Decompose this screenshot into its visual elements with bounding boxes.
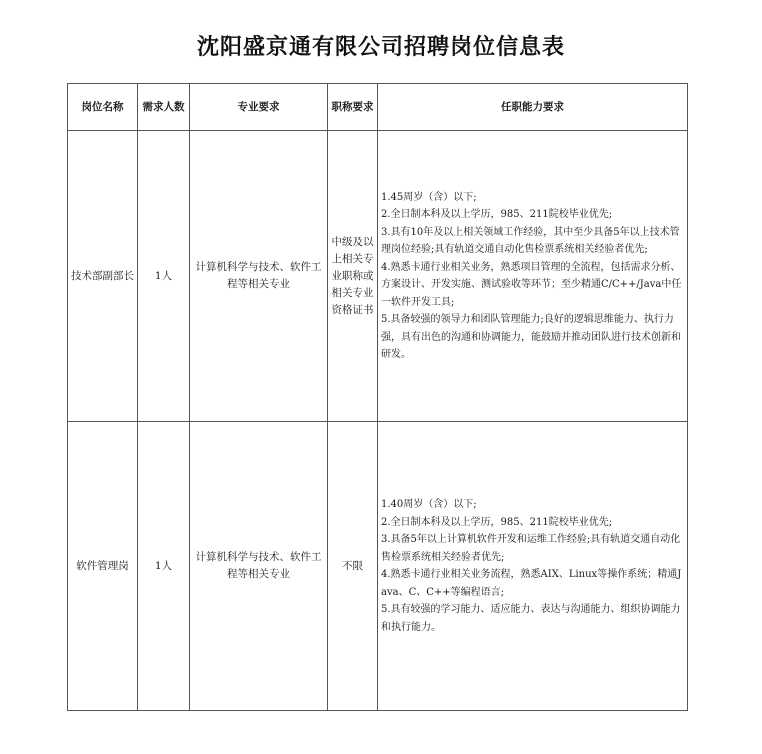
ability-item: 3.具备5年以上计算机软件开发和运维工作经验;具有轨道交通自动化售检票系统相关经验者优先; — [381, 534, 681, 563]
cell-major: 计算机科学与技术、软件工程等相关专业 — [190, 131, 328, 422]
ability-item: 1.45周岁（含）以下; — [381, 191, 477, 203]
header-count: 需求人数 — [138, 84, 190, 131]
table-header-row — [68, 84, 688, 131]
cell-title-requirement: 不限 — [328, 422, 378, 711]
header-title-requirement: 职称要求 — [328, 84, 378, 131]
ability-item: 4.熟悉卡通行业相关业务，熟悉项目管理的全流程，包括需求分析、方案设计、开发实施、测试验收等环节；至少精通C/C++/Java中任一软件开发工具; — [381, 261, 682, 308]
page-title: 沈阳盛京通有限公司招聘岗位信息表 — [196, 35, 565, 60]
ability-item: 5.具有较强的学习能力、适应能力、表达与沟通能力、组织协调能力和执行能力。 — [381, 604, 681, 633]
ability-item: 2.全日制本科及以上学历，985、211院校毕业优先; — [381, 209, 613, 220]
ability-item: 1.40周岁（含）以下; — [381, 499, 477, 510]
cell-ability — [378, 131, 688, 422]
cell-position: 软件管理岗 — [68, 422, 138, 711]
table-row — [68, 131, 688, 422]
cell-count: 1人 — [138, 422, 190, 711]
header-position: 岗位名称 — [68, 84, 138, 131]
ability-item: 5.具备较强的领导力和团队管理能力;良好的逻辑思维能力、执行力强，具有出色的沟通和协调能力，能鼓励并推动团队进行技术创新和研发。 — [381, 314, 681, 360]
ability-item: 2.全日制本科及以上学历，985、211院校毕业优先; — [381, 516, 613, 528]
header-major: 专业要求 — [190, 84, 328, 131]
cell-ability — [378, 422, 688, 711]
cell-position: 技术部副部长 — [68, 131, 138, 422]
table-row — [68, 422, 688, 711]
cell-count: 1人 — [138, 131, 190, 422]
cell-major: 计算机科学与技术、软件工程等相关专业 — [190, 422, 328, 711]
recruitment-table — [67, 83, 688, 711]
header-ability: 任职能力要求 — [378, 84, 688, 131]
ability-item: 3.具有10年及以上相关领域工作经验，其中至少具备5年以上技术管理岗位经验;具有轨道交通自动化售检票系统相关经验者优先; — [381, 226, 680, 255]
ability-item: 4.熟悉卡通行业相关业务流程，熟悉AIX、Linux等操作系统；精通Java、C、C++等编程语言; — [381, 569, 682, 598]
cell-title-requirement: 中级及以上相关专业职称或相关专业资格证书 — [328, 131, 378, 422]
